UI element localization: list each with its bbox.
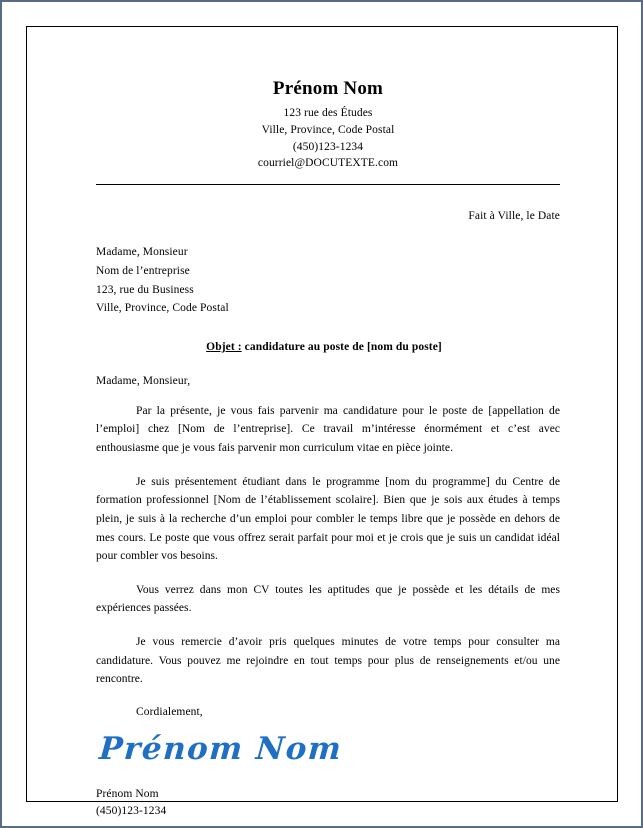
document-content — [96, 55, 560, 821]
signer-phone: (450)123-1234 — [96, 805, 167, 818]
body-paragraph-2: Je suis présentement étudiant dans le programme [nom du programme] du Centre de formation professionnel [Nom de l’établissement scolaire]. Bien que je sois aux études à temps plein, je suis à la recherche d’un emploi pour combler le temps libre que je possède en dehors de mes cours. Le poste que vous offrez serait parfait pour moi et je crois que je suis un candidat idéal pour combler vos besoins. — [96, 475, 560, 563]
header-divider-rule — [96, 184, 560, 185]
letterhead-street: 123 rue des Études — [283, 106, 373, 119]
handwritten-signature: Prénom Nom — [98, 730, 344, 767]
letterhead-city: Ville, Province, Code Postal — [261, 123, 395, 136]
letterhead-email: courriel@DOCUTEXTE.com — [257, 157, 399, 170]
body-paragraph-1: Par la présente, je vous fais parvenir ma candidature pour le poste de [appellation de l’emploi] chez [Nom de l’entreprise]. Ce travail m’intéresse énormément et c’est avec enthousiasme que je vous fais parvenir mon curriculum vitae en pièce jointe. — [96, 404, 560, 455]
document-page-frame — [26, 26, 618, 818]
subject-line — [96, 341, 560, 353]
signer-block — [96, 786, 560, 822]
salutation: Madame, Monsieur, — [96, 374, 191, 387]
recipient-line-1: Madame, Monsieur — [96, 246, 188, 259]
letterhead-name: Prénom Nom — [272, 78, 384, 99]
recipient-address-block — [96, 243, 560, 318]
recipient-line-4: Ville, Province, Code Postal — [96, 302, 229, 315]
recipient-line-3: 123, rue du Business — [96, 283, 194, 296]
date-line: Fait à Ville, le Date — [468, 210, 560, 223]
subject-text: candidature au poste de [nom du poste] — [241, 340, 442, 353]
recipient-line-2: Nom de l’entreprise — [96, 264, 190, 277]
body-paragraph-4: Je vous remercie d’avoir pris quelques minutes de votre temps pour consulter ma candidature. Vous pouvez me rejoindre en tout temps pour plus de renseignements et/ou une rencontre. — [96, 636, 560, 686]
closing-salutation: Cordialement, — [136, 705, 203, 718]
letterhead — [96, 55, 560, 172]
subject-label: Objet : — [206, 340, 242, 353]
letterhead-phone: (450)123-1234 — [292, 140, 364, 153]
signer-name: Prénom Nom — [96, 787, 159, 800]
body-paragraph-3: Vous verrez dans mon CV toutes les aptitudes que je possède et les détails de mes expériences passées. — [96, 583, 560, 615]
